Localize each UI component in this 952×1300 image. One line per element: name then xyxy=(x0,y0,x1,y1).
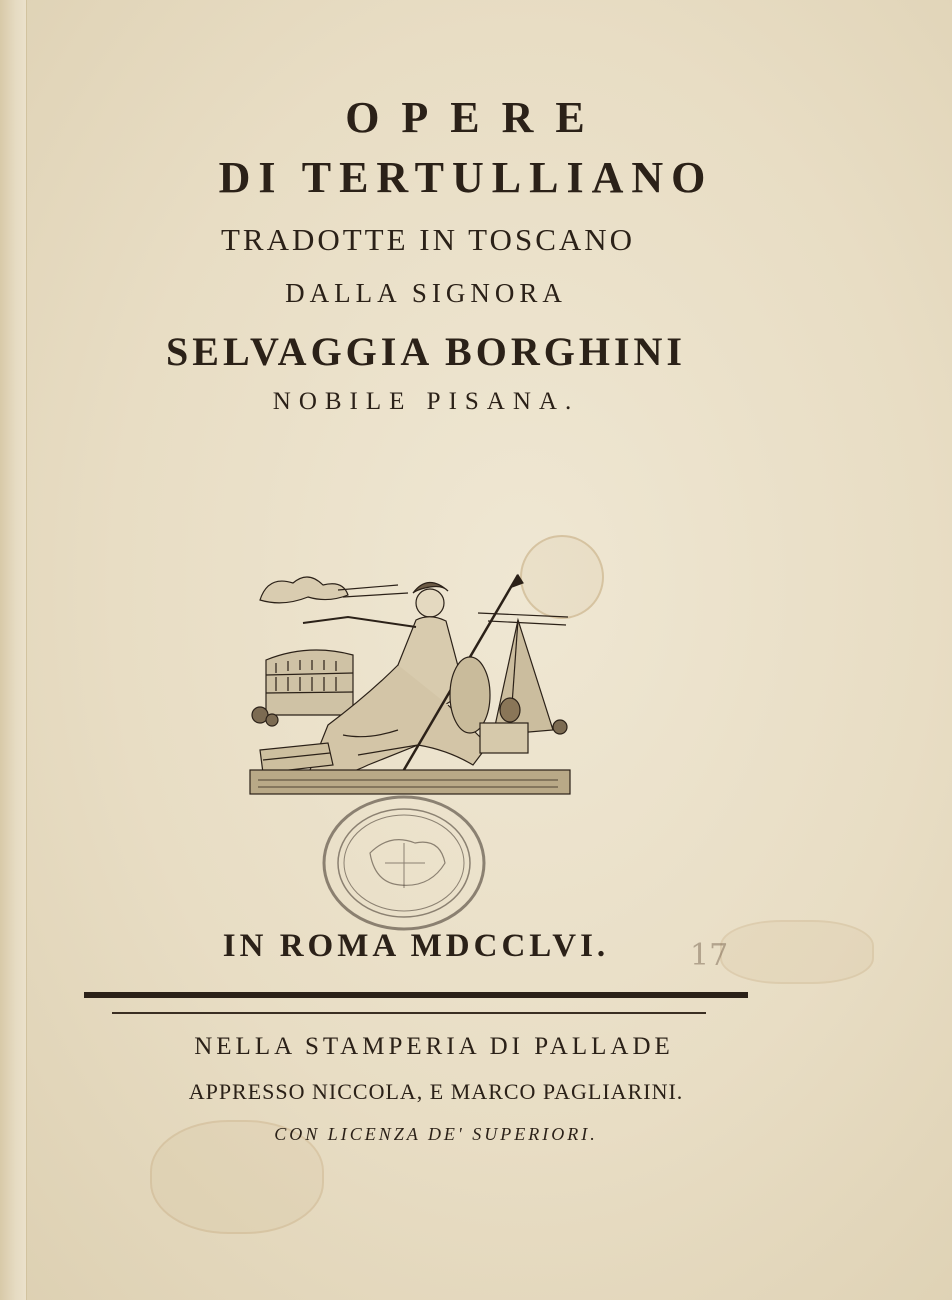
title-line-opere: OPERE xyxy=(345,93,607,142)
title-line-translated: TRADOTTE IN TOSCANO xyxy=(220,222,636,257)
license-line: CON LICENZA DE' SUPERIORI. xyxy=(274,1124,598,1144)
rule-thin xyxy=(112,1012,706,1014)
allegorical-woodcut-roma-icon xyxy=(248,565,572,797)
library-stamp-icon xyxy=(320,793,488,933)
margin-note: 17 xyxy=(690,938,729,973)
title-line-translator: SELVAGGIA BORGHINI xyxy=(166,329,686,374)
title-line-by: DALLA SIGNORA xyxy=(285,278,567,308)
title-line-noble: NOBILE PISANA. xyxy=(272,388,580,415)
imprint-place-date: IN ROMA MDCCLVI. xyxy=(222,928,610,964)
title-line-author: DI TERTULLIANO xyxy=(218,153,714,202)
publishers-line: APPRESSO NICCOLA, E MARCO PAGLIARINI. xyxy=(188,1079,684,1104)
printer-line: NELLA STAMPERIA DI PALLADE xyxy=(194,1033,674,1060)
rule-thick xyxy=(84,992,748,998)
